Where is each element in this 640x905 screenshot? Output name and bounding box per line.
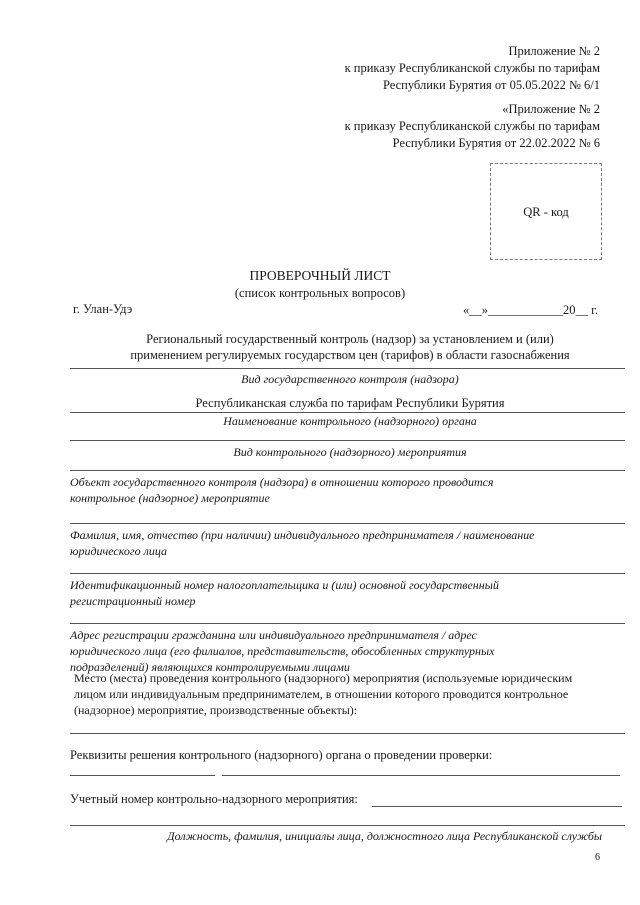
inn-caption-line-2: регистрационный номер — [70, 594, 196, 608]
object-caption-line-1: Объект государственного контроля (надзора) в отношении которого проводится — [70, 475, 494, 489]
control-type-underline — [70, 368, 625, 369]
date-field[interactable]: «__»____________20__ г. — [463, 303, 598, 317]
name-underline[interactable] — [70, 523, 625, 524]
decision-underline-left[interactable] — [70, 775, 215, 776]
authority-value[interactable]: Республиканская служба по тарифам Республики Бурятия — [195, 396, 505, 410]
official-caption: Должность, фамилия, инициалы лица, должностного лица Республиканской службы — [167, 829, 602, 843]
object-caption-line-2: контрольное (надзорное) мероприятие — [70, 491, 270, 505]
inn-underline[interactable] — [70, 573, 625, 574]
official-underline[interactable] — [70, 825, 625, 826]
place-text-line-1: Место (места) проведения контрольного (надзорного) мероприятия (используемые юридическим — [74, 671, 573, 685]
address-caption-line-1: Адрес регистрации гражданина или индивидуального предпринимателя / адрес — [70, 628, 477, 642]
document-subtitle: (список контрольных вопросов) — [234, 286, 406, 300]
appendix-header-2 — [300, 101, 600, 152]
control-type-line-2: применением регулируемых государством цен (тарифов) в области газоснабжения — [130, 348, 570, 362]
appendix-1-line-2: к приказу Республиканской службы по тарифам — [344, 61, 600, 75]
control-type-caption: Вид государственного контроля (надзора) — [241, 372, 459, 386]
document-title: ПРОВЕРОЧНЫЙ ЛИСТ — [249, 268, 391, 283]
decision-underline-right[interactable] — [222, 775, 620, 776]
appendix-1-line-3: Республики Бурятия от 05.05.2022 № 6/1 — [382, 78, 600, 92]
place-text-line-2: лицом или индивидуальным предпринимателем, в отношении которого проводится контрольное — [74, 687, 569, 701]
event-type-caption: Вид контрольного (надзорного) мероприятия — [233, 445, 467, 459]
address-caption-line-3: подразделений) являющихся контролируемыми лицами — [70, 660, 350, 674]
qr-code-label: QR - код — [523, 205, 569, 219]
inn-caption-line-1: Идентификационный номер налогоплательщика и (или) основной государственный — [70, 578, 499, 592]
name-caption-line-1: Фамилия, имя, отчество (при наличии) индивидуального предпринимателя / наименование — [70, 528, 535, 542]
address-caption-line-2: юридического лица (его филиалов, представительств, обособленных структурных — [70, 644, 495, 658]
place-underline[interactable] — [70, 733, 625, 734]
appendix-header-1 — [300, 43, 600, 94]
appendix-2-line-1: «Приложение № 2 — [502, 102, 600, 116]
place-text-line-3: (надзорное) мероприятие, производственные объекты): — [74, 703, 358, 717]
registry-label: Учетный номер контрольно-надзорного мероприятия: — [70, 792, 358, 806]
authority-underline — [70, 412, 625, 413]
city-label: г. Улан-Удэ — [73, 302, 133, 316]
inn-caption — [70, 577, 630, 609]
address-caption — [70, 627, 630, 675]
appendix-2-line-2: к приказу Республиканской службы по тарифам — [344, 119, 600, 133]
object-caption — [70, 474, 630, 506]
qr-code-box — [490, 163, 602, 260]
registry-underline[interactable] — [372, 806, 622, 807]
appendix-1-line-1: Приложение № 2 — [508, 44, 600, 58]
name-caption-line-2: юридического лица — [70, 544, 167, 558]
page-number: 6 — [595, 852, 600, 863]
decision-label: Реквизиты решения контрольного (надзорного) органа о проведении проверки: — [70, 748, 493, 762]
event-type-underline[interactable] — [70, 440, 625, 441]
object-underline[interactable] — [70, 470, 625, 471]
control-type-line-1: Региональный государственный контроль (надзор) за установлением и (или) — [146, 332, 554, 346]
place-text — [74, 670, 634, 718]
address-underline[interactable] — [70, 623, 625, 624]
appendix-2-line-3: Республики Бурятия от 22.02.2022 № 6 — [392, 136, 600, 150]
authority-caption: Наименование контрольного (надзорного) органа — [223, 414, 477, 428]
name-caption — [70, 527, 630, 559]
